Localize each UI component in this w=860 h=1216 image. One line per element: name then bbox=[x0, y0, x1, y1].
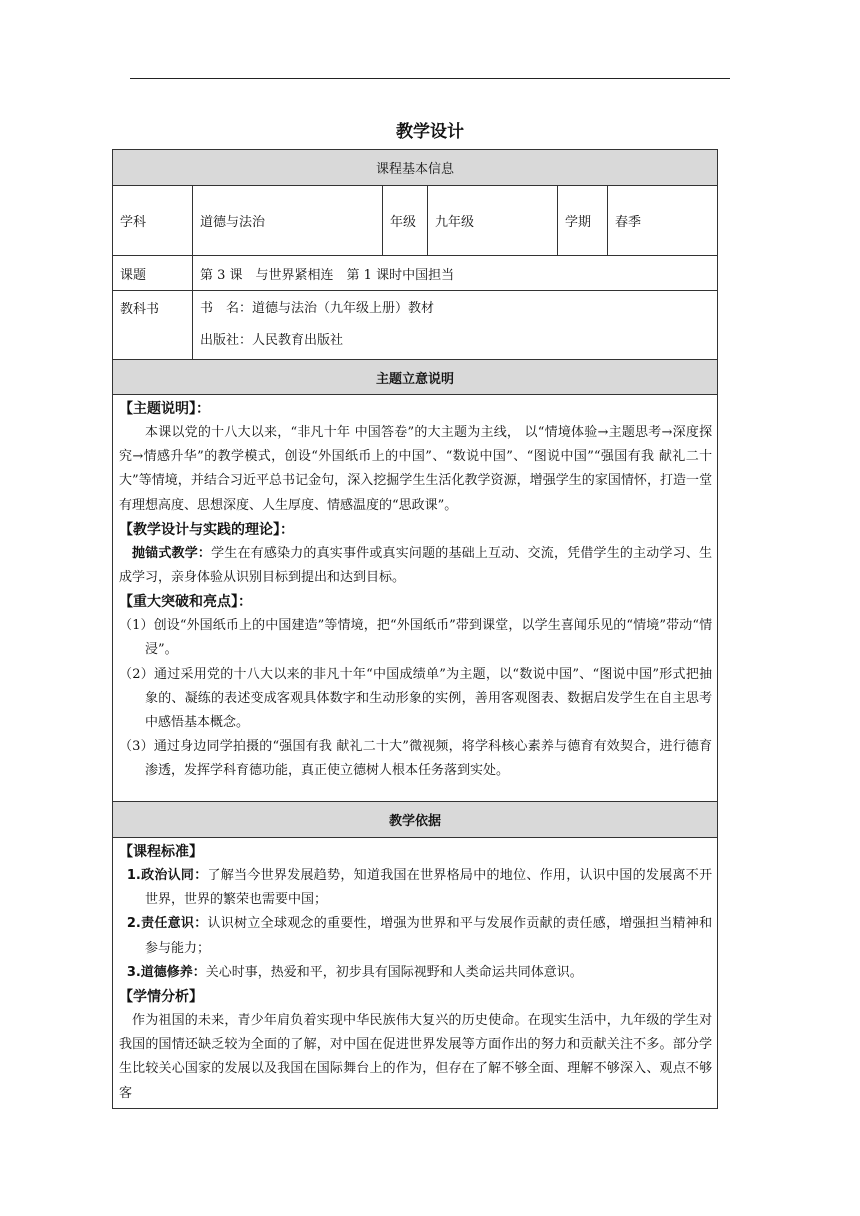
analysis-paragraph: 作为祖国的未来，青少年肩负着实现中华民族伟大复兴的历史使命。在现实生活中，九年级的学生对我国的国情还缺乏较为全面的了解，对中国在促进世界发展等方面作出的努力和贡献关注不多。部分学生比较关心国家的发展以及我国在国际舞台上的作为，但存在了解不够全面、理解不够深入、观点不够客 bbox=[119, 1013, 713, 1101]
standard-item bbox=[119, 912, 712, 960]
highlight-item: （3）通过身边同学拍摄的“强国有我 献礼二十大”微视频，将学科核心素养与德育有效契合，进行德育渗透，发挥学科育德功能，真正使立德树人根本任务落到实处。 bbox=[119, 739, 713, 779]
analysis-heading: 【学情分析】 bbox=[119, 989, 203, 1006]
theory-heading: 【教学设计与实践的理论】： bbox=[119, 521, 294, 538]
lesson-label: 课题 bbox=[113, 256, 193, 291]
header-rule bbox=[130, 78, 730, 79]
term-label: 学期 bbox=[558, 186, 608, 256]
basis-header: 教学依据 bbox=[113, 802, 718, 838]
highlights-heading: 【重大突破和亮点】： bbox=[119, 594, 252, 611]
highlight-item: （2）通过采用党的十八大以来的非凡十年“中国成绩单”为主题，以“数说中国”、“图说中国”形式把抽象的、凝练的表述变成客观具体数字和生动形象的实例，善用客观图表、数据启发学生在自主思考中感悟基本概念。 bbox=[119, 666, 713, 731]
standard-term: 1.政治认同： bbox=[126, 868, 208, 883]
subject-value: 道德与法治 bbox=[193, 186, 383, 256]
grade-value: 九年级 bbox=[428, 186, 558, 256]
standard-text: 认识树立全球观念的重要性，增强为世界和平与发展作贡献的责任感，增强担当精神和参与能力； bbox=[145, 916, 713, 956]
theory-term: 抛锚式教学： bbox=[132, 545, 212, 561]
theory-text: 学生在有感染力的真实事件或真实问题的基础上互动、交流，凭借学生的主动学习、生成学习，亲身体验从识别目标到提出和达到目标。 bbox=[119, 545, 713, 586]
basic-info-header: 课程基本信息 bbox=[113, 150, 718, 186]
standard-text: 关心时事，热爱和平，初步具有国际视野和人类命运共同体意识。 bbox=[205, 964, 583, 980]
highlight-item: （1）创设“外国纸币上的中国建造”等情境，把“外国纸币”带到课堂，以学生喜闻乐见的“情境”带动“情浸”。 bbox=[119, 618, 713, 658]
standard-item bbox=[119, 864, 712, 912]
grade-label: 年级 bbox=[383, 186, 428, 256]
page-title: 教学设计 bbox=[396, 122, 464, 142]
lesson-value: 第 3 课 与世界紧相连 第 1 课时中国担当 bbox=[193, 256, 718, 291]
textbook-publisher: 出版社：人民教育出版社 bbox=[200, 333, 344, 348]
textbook-label: 教科书 bbox=[113, 291, 193, 360]
basis-content bbox=[113, 838, 718, 1109]
standard-text: 了解当今世界发展趋势，知道我国在世界格局中的地位、作用，认识中国的发展离不开世界，世界的繁荣也需要中国； bbox=[145, 868, 713, 908]
term-value: 春季 bbox=[608, 186, 718, 256]
standards-heading: 【课程标准】 bbox=[119, 844, 203, 860]
textbook-name: 书 名：道德与法治（九年级上册）教材 bbox=[200, 301, 435, 316]
standard-term: 3.道德修养： bbox=[126, 964, 206, 980]
theme-content bbox=[113, 395, 718, 802]
standard-item bbox=[119, 961, 712, 985]
lesson-design-table bbox=[112, 149, 718, 1109]
theme-paragraph: 本课以党的十八大以来，“非凡十年 中国答卷”的大主题为主线， 以“情境体验→主题思考→深度探究→情感升华”的教学模式，创设“外国纸币上的中国”、“数说中国”、“图说中国”“强国有我 献礼二十大”等情境，并结合习近平总书记金句，深入挖掘学生生活化教学资源，增强学生的家国情怀，打造一堂有理想高度、思想深度、人生厚度、情感温度的“思政课”。 bbox=[119, 425, 713, 513]
textbook-info bbox=[193, 291, 718, 360]
theme-header: 主题立意说明 bbox=[113, 360, 718, 395]
theory-paragraph bbox=[119, 542, 712, 590]
standard-term: 2.责任意识： bbox=[126, 916, 208, 932]
theme-heading: 【主题说明】： bbox=[119, 401, 210, 417]
subject-label: 学科 bbox=[113, 186, 193, 256]
